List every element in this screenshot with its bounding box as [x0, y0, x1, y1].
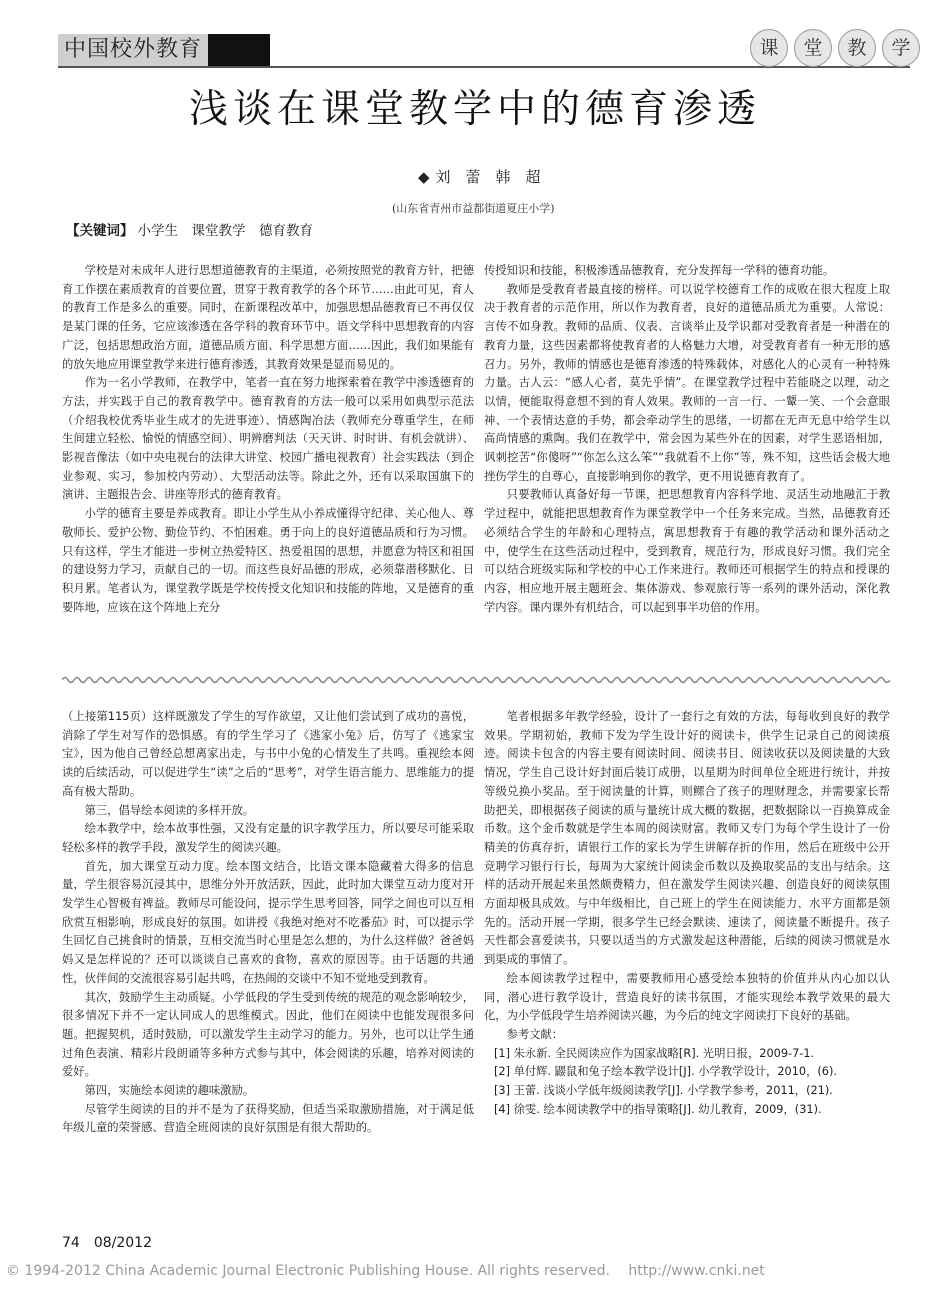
keywords-line	[66, 219, 313, 239]
reference-item: [2] 单付辉. 鼹鼠和兔子绘本教学设计[J]. 小学教学设计，2010，(6).	[494, 1065, 837, 1079]
article-left-column	[62, 262, 474, 617]
keywords-label: 【关键词】	[66, 223, 134, 239]
section-badge	[750, 30, 920, 66]
section-char: 课	[750, 29, 788, 67]
paragraph: 尽管学生阅读的目的并不是为了获得奖励，但适当采取激励措施，对于满足低年级儿童的荣誉感、营造全班阅读的良好氛围是有很大帮助的。	[62, 1102, 474, 1135]
article-title: 浅谈在课堂教学中的德育渗透	[188, 87, 761, 132]
journal-name: 中国校外教育	[58, 34, 208, 66]
section-char: 教	[838, 29, 876, 67]
section-char: 学	[882, 29, 920, 67]
paragraph: 作为一名小学教师，在教学中，笔者一直在努力地探索着在教学中渗透德育的方法，并实践于自己的教育教学中。德育教育的方法一般可以采用如典型示范法（介绍我校优秀毕业生成才的先进事迹）、情感陶冶法（教师充分尊重学生，在师生间建立轻松、愉悦的情感空间）、明辨磨判法（天天讲、时时讲、有机会就讲）、影视音像法（如中央电视台的法律大讲堂、校园广播电视教育）社会实践法（到企业参观、实习，参加校内劳动）、大型活动法等。除此之外，还有以采取国旗下的演讲、主题报告会、讲座等形式的德育教育。	[62, 376, 474, 502]
article-right-column	[484, 262, 890, 617]
paragraph: 笔者根据多年教学经验，设计了一套行之有效的方法，每每收到良好的教学效果。学期初始，教师下发为学生设计好的阅读卡，供学生记录自己的阅读痕迹。阅读卡包含的内容主要有阅读时间、阅读书目、阅读收获以及阅读量的大致情况，学生自己设计好封面后装订成册，以星期为时间单位全班进行统计，并按等级兑换小奖品。至于阅读量的计算，则鳏合了孩子的理财理念，并需要家长帮助把关，即根据孩子阅读的质与量统计成大概的数据，把数据除以一百换算成金币数。这个金币数就是学生本周的阅读财富。教师又专门为每个学生设计了一份精美的仿真存折，请银行工作的家长为学生讲解存折的作用，然后在班级中公开竞聘学习银行行长，每周为大家统计阅读金币数以及换取奖品的支出与结余。这样的活动开展起来虽然颇费精力，但在激发学生阅读兴趣、创造良好的阅读氛围方面却极具成效。与中年级相比，自己班上的学生在阅读能力、水平方面都是领先的。活动开展一学期，很多学生已经会默读、速读了，阅读量不断提升。孩子天性都会喜爱读书，只要以适当的方式激发起这种潜能，后续的阅读习惯就是水到渠成的事情了。	[484, 710, 890, 967]
references-label: 参考文献：	[506, 1027, 564, 1041]
header-rule	[58, 66, 910, 68]
paragraph: 首先，加大课堂互动力度。绘本图文结合，比语文课本隐藏着大得多的信息量，学生很容易沉浸其中，思维分外开放活跃，因此，此时加大课堂互动力度对开发学生心智极有裨益。教师尽可能设问，提示学生思考回答，同学之间也可以互相欣赏互相影响，形成良好的氛围。如讲授《我绝对绝对不吃番茄》时，可以提示学生回忆自己挑食时的情景，互相交流当时心里是怎么想的，为什么这样做？爸爸妈妈又是怎样说的？还可以谈谈自己喜欢的食物，喜欢的原因等。由于话题的共通性，伙伴间的交流很容易引起共鸣，在热闹的交谈中不知不觉地受到教育。	[62, 859, 474, 985]
paragraph: 小学的德育主要是养成教育。即让小学生从小养成懂得守纪律、关心他人、尊敬师长、爱护公物、勤俭节约、不怕困难。勇于向上的良好道德品质和行为习惯。只有这样，学生才能进一步树立热爱特区、热爱祖国的思想，并愿意为特区和祖国的建设努力学习，贡献自己的一切。而这些良好品德的形成，必须靠潜移默化、日积月累。笔者认为，课堂教学既是学校传授文化知识和技能的阵地，又是德育的重要阵地，应该在这个阵地上充分	[62, 507, 474, 614]
paragraph: 第四，实施绘本阅读的趣味激励。	[84, 1084, 255, 1098]
diamond-icon: ◆	[418, 168, 430, 186]
paragraph: 绘本教学中，绘本故事性强，又没有定量的识字教学压力，所以要尽可能采取轻松多样的教学手段，激发学生的阅读兴趣。	[62, 822, 474, 854]
journal-header	[58, 34, 270, 66]
reference-item: [4] 徐雯. 绘本阅读教学中的指导策略[J]. 幼儿教育，2009，(31).	[494, 1102, 822, 1116]
paragraph: 绘本阅读教学过程中，需要教师用心感受绘本独特的价值并从内心加以认同，潜心进行教学设计，营造良好的读书氛围，才能实现绘本教学效果的最大化，为小学低段学生培养阅读兴趣，为今后的纯文字阅读打下良好的基础。	[484, 971, 890, 1023]
paragraph: 第三，倡导绘本阅读的多样开放。	[84, 803, 255, 817]
continued-right-column	[484, 708, 890, 1119]
reference-item: [3] 王蕾. 浅谈小学低年级阅读教学[J]. 小学教学参考，2011，(21).	[494, 1084, 833, 1098]
paragraph: 只要教师认真备好每一节课，把思想教育内容科学地、灵活生动地融汇于教学过程中，就能把思想教育作为课堂教学中一个任务来完成。当然，品德教育还必须结合学生的年龄和心理特点，寓思想教育于有趣的教学活动和课外活动之中，使学生在这些活动过程中，受到教育，规范行为，形成良好习惯。我们完全可以结合班级实际和学校的中心工作来进行。教师还可根据学生的特点和授课的内容，相应地开展主题班会、集体游戏、参观旅行等一系列的课外活动，深化教学内容。课内课外有机结合，可以起到事半功倍的作用。	[484, 488, 890, 614]
copyright-notice: © 1994-2012 China Academic Journal Electronic Publishing House. All rights reserved. http://www.cnki.net	[6, 1263, 765, 1279]
header-black-bar	[208, 34, 270, 66]
keywords: 小学生 课堂教学 德育教育	[137, 223, 313, 239]
affiliation: (山东省青州市益都街道夏庄小学)	[392, 202, 555, 215]
paragraph: （上接第115页）这样既激发了学生的写作欲望，又让他们尝试到了成功的喜悦，消除了学生对写作的恐惧感。有的学生学习了《逃家小兔》后，仿写了《逃家宝宝》，因为他自己曾经总想离家出走，与书中小兔的心情发生了共鸣。重视绘本阅读的后续活动，可以促进学生“读”之后的“思考”，对学生语言能力、思维能力的提高有极大帮助。	[62, 710, 474, 798]
wavy-separator	[62, 673, 890, 687]
paragraph: 教师是受教育者最直接的榜样。可以说学校德育工作的成败在很大程度上取决于教育者的示范作用，所以作为教育者，良好的道德品质尤为重要。人常说：言传不如身教。教师的品质、仪表、言谈举止及学识都对受教育者是一种潜在的教育力量，这些因素都将使教育者的人格魅力大增，对受教育者有一种无形的感召力。另外，教师的情感也是德育渗透的特殊载体，对感化人的心灵有一种特殊力量。古人云：“感人心者，莫先乎情”。在课堂教学过程中若能晓之以理，动之以情，便能取得意想不到的育人效果。教师的一言一行、一颦一笑、一个会意眼神、一个表情达意的手势，都会牵动学生的思绪，一切都在无声无息中给学生以高尚情感的熏陶。我们在教学中，常会因为某些外在的因素，对学生恶语相加，讽刺挖苦“你傻呀”“你怎么这么笨”“我就看不上你”等，殊不知，这些话会极大地挫伤学生的自尊心，直接影响到你的教学，更不用说德育教育了。	[484, 282, 890, 483]
author-line	[418, 166, 541, 187]
paragraph: 学校是对未成年人进行思想道德教育的主渠道，必须按照党的教育方针，把德育工作摆在素质教育的首要位置，贯穿于教育教学的各个环节……由此可见，育人的教育工作是多么的重要。同时，在新课程改革中，加强思想品德教育已不再仅仅是某门课的任务，它应该渗透在各学科的教育环节中。语文学科中思想教育的内容广泛，包括思想政治方面，道德品质方面、科学思想方面……因此，我们如果能有的放矢地应用课堂教学来进行德育渗透，其教育效果是显而易见的。	[62, 264, 474, 371]
paragraph: 传授知识和技能，积极渗透品德教育，充分发挥每一学科的德育功能。	[484, 264, 835, 277]
page-number: 74 08/2012	[62, 1235, 152, 1251]
authors: 刘 蕾 韩 超	[435, 168, 541, 186]
section-char: 堂	[794, 29, 832, 67]
paragraph: 其次，鼓励学生主动质疑。小学低段的学生受到传统的规范的观念影响较少，很多情况下并不一定认同成人的思维模式。因此，他们在阅读中也能发现很多问题。把握契机，适时鼓励，可以激发学生主动学习的能力。另外，也可以让学生通过角色表演、精彩片段朗诵等多种方式参与其中，体会阅读的乐趣，培养对阅读的爱好。	[62, 990, 474, 1079]
reference-item: [1] 朱永新. 全民阅读应作为国家战略[R]. 光明日报，2009-7-1.	[494, 1046, 815, 1060]
continued-left-column	[62, 708, 474, 1138]
